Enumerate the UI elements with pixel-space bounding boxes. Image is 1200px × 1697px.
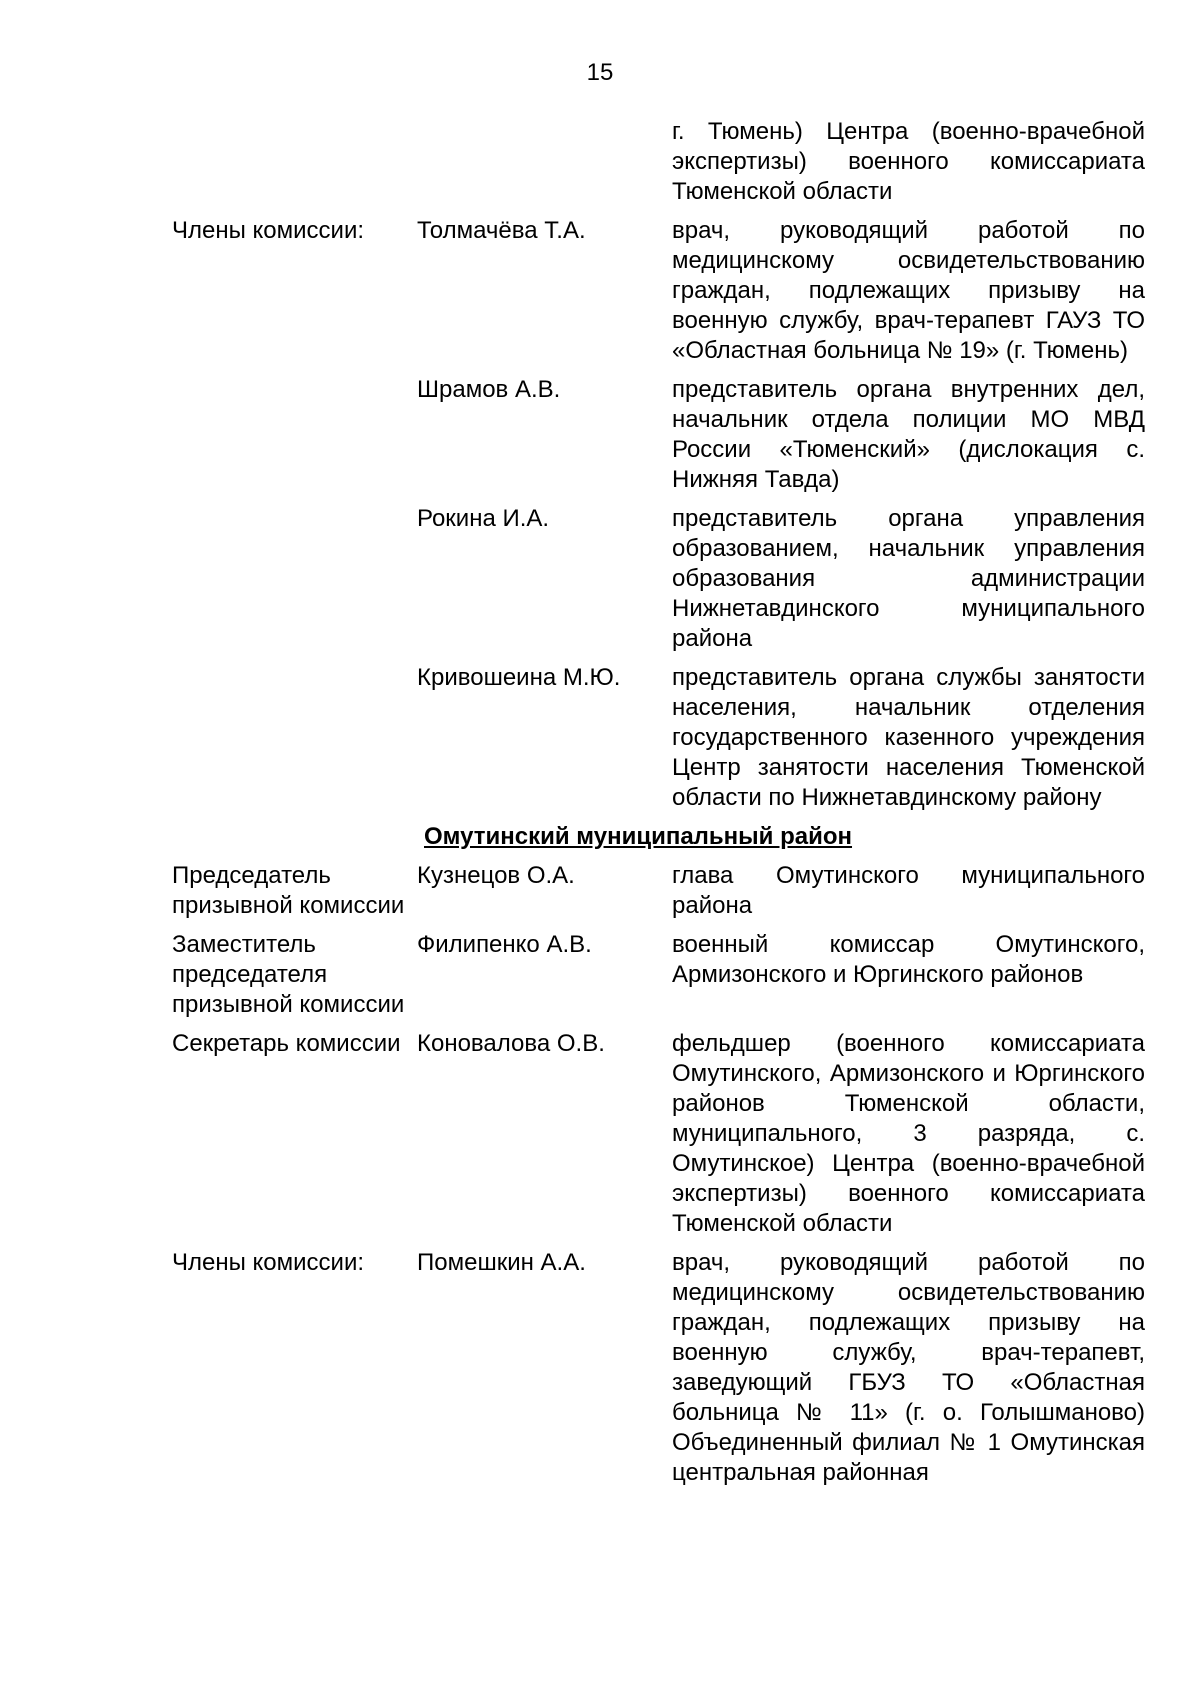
member-row <box>172 375 1145 495</box>
member-role: Секретарь комиссии <box>172 1030 401 1057</box>
member-row <box>172 861 1145 921</box>
member-row <box>172 504 1145 654</box>
member-position: военный комиссар Омутинского, Армизонского и Юргинского районов <box>672 931 1145 988</box>
member-name: Рокина И.А. <box>417 505 550 532</box>
member-position: представитель органа службы занятости населения, начальник отделения государственного казенного учреждения Центр занятости населения Тюменской области по Нижнетавдинскому району <box>672 664 1145 811</box>
member-name: Помешкин А.А. <box>417 1249 586 1276</box>
page-number: 15 <box>586 59 614 86</box>
member-position: фельдшер (военного комиссариата Омутинского, Армизонского и Юргинского районов Тюменской области, муниципального, 3 разряда, с. Омутинское) Центра (военно-врачебной экспертизы) военного комиссариата Тюменской области <box>672 1030 1145 1237</box>
member-row <box>172 216 1145 366</box>
member-position: представитель органа управления образованием, начальник управления образования администрации Нижнетавдинского муниципального района <box>672 505 1145 652</box>
member-row <box>172 663 1145 813</box>
member-name: Толмачёва Т.А. <box>417 217 586 244</box>
member-row <box>172 1248 1145 1488</box>
commission-list <box>172 117 1145 1497</box>
member-role: Члены комиссии: <box>172 217 365 244</box>
member-role: Председатель призывной комиссии <box>172 862 405 919</box>
member-name: Шрамов А.В. <box>417 376 561 403</box>
member-role: Заместитель председателя призывной комиссии <box>172 931 405 1018</box>
member-name: Кузнецов О.А. <box>417 862 575 889</box>
member-name: Кривошеина М.Ю. <box>417 664 621 691</box>
section-title: Омутинский муниципальный район <box>424 823 853 850</box>
member-name: Филипенко А.В. <box>417 931 592 958</box>
member-name: Коновалова О.В. <box>417 1030 605 1057</box>
member-position: врач, руководящий работой по медицинскому освидетельствованию граждан, подлежащих призыву на военную службу, врач-терапевт, заведующий ГБУЗ ТО «Областная больница № 11» (г. о. Голышманово) Объединенный филиал № 1 Омутинская центральная районная <box>672 1249 1145 1486</box>
member-row <box>172 930 1145 1020</box>
member-row <box>172 1029 1145 1239</box>
member-position: г. Тюмень) Центра (военно-врачебной экспертизы) военного комиссариата Тюменской области <box>672 118 1145 205</box>
member-role: Члены комиссии: <box>172 1249 365 1276</box>
member-position: представитель органа внутренних дел, начальник отдела полиции МО МВД России «Тюменский» (дислокация с. Нижняя Тавда) <box>672 376 1145 493</box>
member-position: врач, руководящий работой по медицинскому освидетельствованию граждан, подлежащих призыву на военную службу, врач-терапевт ГАУЗ ТО «Областная больница № 19» (г. Тюмень) <box>672 217 1145 364</box>
member-row <box>172 117 1145 207</box>
member-position: глава Омутинского муниципального района <box>672 862 1145 919</box>
